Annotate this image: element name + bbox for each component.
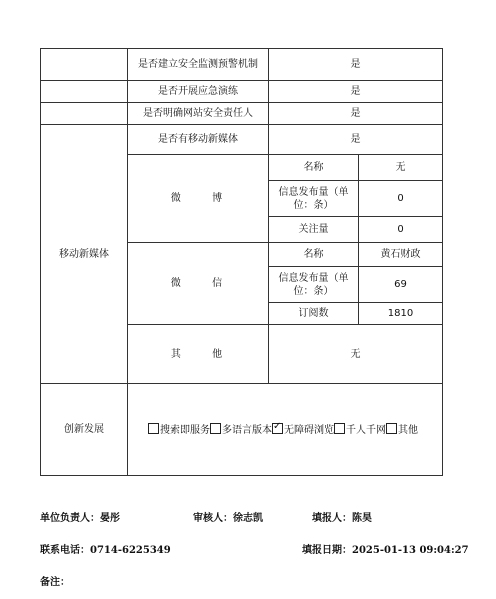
responsible-value: 是 bbox=[269, 103, 443, 125]
weibo-followers-label: 关注量 bbox=[269, 217, 359, 243]
checked-checkbox-icon[interactable] bbox=[272, 423, 283, 434]
weibo-posts-value: 0 bbox=[359, 181, 443, 217]
wechat-label: 微 信 bbox=[128, 243, 269, 325]
checkbox-icon[interactable] bbox=[334, 423, 345, 434]
innovation-option-label: 无障碍浏览 bbox=[284, 424, 334, 436]
wechat-posts-value: 69 bbox=[359, 267, 443, 303]
other-label: 其 他 bbox=[128, 325, 269, 384]
innovation-option-label: 其他 bbox=[398, 424, 418, 436]
innovation-option bbox=[210, 425, 272, 436]
has-mobile-label: 是否有移动新媒体 bbox=[128, 125, 269, 155]
wechat-subscribers-value: 1810 bbox=[359, 303, 443, 325]
weibo-posts-label: 信息发布量（单位：条） bbox=[269, 181, 359, 217]
reviewer: 审核人：徐志凯 bbox=[193, 513, 263, 524]
checkbox-icon[interactable] bbox=[386, 423, 397, 434]
blank-cell bbox=[41, 49, 128, 81]
weibo-name-value: 无 bbox=[359, 155, 443, 181]
mobile-section-label: 移动新媒体 bbox=[41, 125, 128, 384]
contact-phone: 联系电话：0714-6225349 bbox=[40, 545, 171, 556]
innovation-option-label: 千人千网 bbox=[346, 424, 386, 436]
innovation-option bbox=[334, 425, 386, 436]
responsible-label: 是否明确网站安全责任人 bbox=[128, 103, 269, 125]
innovation-label: 创新发展 bbox=[41, 384, 128, 476]
weibo-label: 微 博 bbox=[128, 155, 269, 243]
innovation-options bbox=[128, 384, 443, 476]
blank-cell bbox=[41, 81, 128, 103]
monitoring-label: 是否建立安全监测预警机制 bbox=[128, 49, 269, 81]
wechat-posts-label: 信息发布量（单位：条） bbox=[269, 267, 359, 303]
report-table bbox=[40, 48, 443, 476]
checkbox-icon[interactable] bbox=[148, 423, 159, 434]
filler: 填报人：陈昊 bbox=[312, 513, 372, 524]
innovation-option bbox=[386, 425, 418, 436]
innovation-option-label: 多语言版本 bbox=[222, 424, 272, 436]
remarks: 备注： bbox=[40, 577, 70, 588]
other-value: 无 bbox=[269, 325, 443, 384]
monitoring-value: 是 bbox=[269, 49, 443, 81]
innovation-option-label: 搜索即服务 bbox=[160, 424, 210, 436]
weibo-followers-value: 0 bbox=[359, 217, 443, 243]
innovation-option bbox=[148, 425, 210, 436]
wechat-name-label: 名称 bbox=[269, 243, 359, 267]
wechat-subscribers-label: 订阅数 bbox=[269, 303, 359, 325]
checkbox-icon[interactable] bbox=[210, 423, 221, 434]
weibo-name-label: 名称 bbox=[269, 155, 359, 181]
unit-head: 单位负责人：晏彤 bbox=[40, 513, 120, 524]
innovation-option bbox=[272, 425, 334, 436]
drill-value: 是 bbox=[269, 81, 443, 103]
drill-label: 是否开展应急演练 bbox=[128, 81, 269, 103]
fill-date: 填报日期：2025-01-13 09:04:27 bbox=[302, 545, 469, 556]
wechat-name-value: 黄石财政 bbox=[359, 243, 443, 267]
has-mobile-value: 是 bbox=[269, 125, 443, 155]
blank-cell bbox=[41, 103, 128, 125]
